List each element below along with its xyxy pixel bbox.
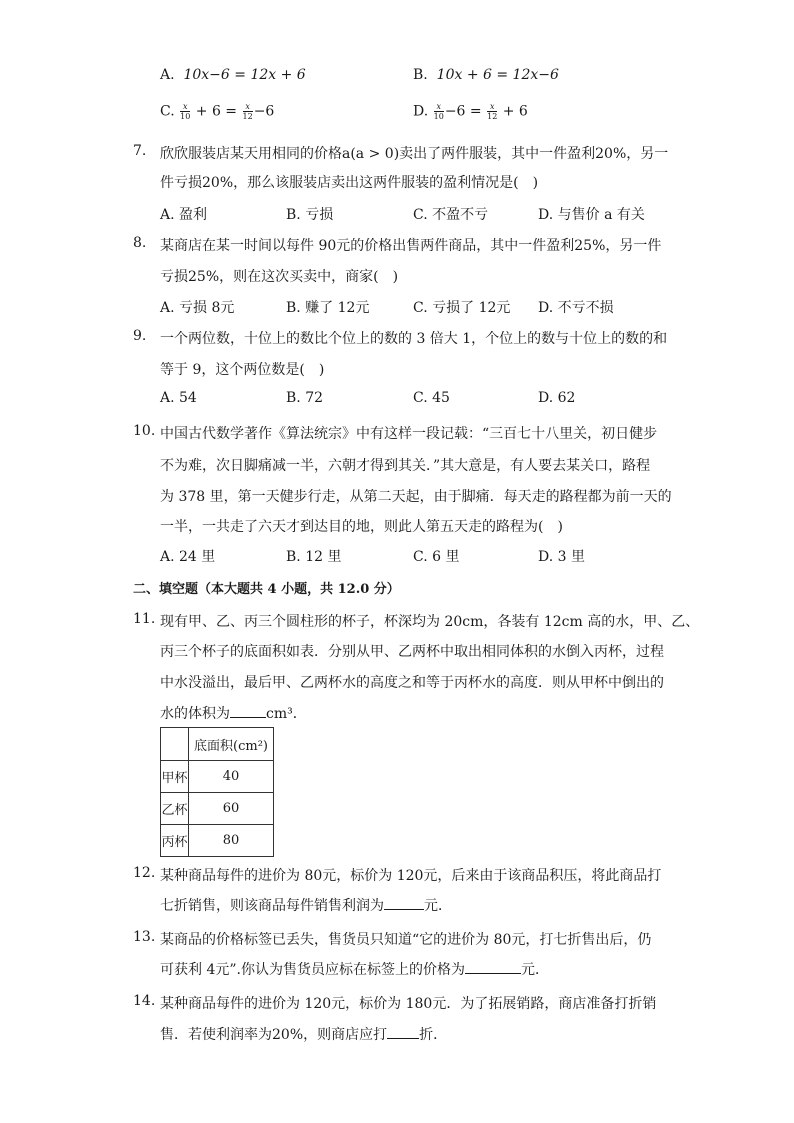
question-number: 8.: [133, 235, 147, 251]
q7-option-b: B. 亏损: [286, 207, 334, 223]
table-header-cell: 底面积(cm²): [189, 728, 274, 761]
option-expression: 10x + 6 = 12x−6: [436, 67, 559, 83]
q9-option-d: D. 62: [538, 390, 576, 406]
option-label: A.: [160, 67, 175, 83]
table-row: [161, 793, 274, 825]
q9-text-line: 等于 9，这个两位数是( ): [160, 362, 325, 378]
q6-option-d: [413, 102, 528, 121]
text-after-blank: cm³．: [266, 706, 307, 722]
table-cell-value: 80: [189, 825, 274, 857]
q10-option-b: B. 12 里: [286, 549, 342, 565]
q10-text-line: 不为难，次日脚痛减一半，六朝才得到其关．”其大意是，有人要去某关口，路程: [160, 458, 651, 474]
table-header-row: [161, 728, 274, 761]
q13-answer-line: [160, 959, 549, 979]
q8-option-d: D. 不亏不损: [538, 300, 614, 316]
table-cell-value: 60: [189, 793, 274, 825]
question-number: 7.: [133, 143, 147, 159]
text-after-blank: 元．: [520, 962, 549, 978]
q9-text-line: 一个两位数，十位上的数比个位上的数的 3 倍大 1，个位上的数与十位上的数的和: [160, 331, 668, 347]
q9-option-b: B. 72: [286, 390, 324, 406]
q7-option-a: A. 盈利: [160, 207, 208, 223]
q7-text-line: 件亏损20%，那么该服装店卖出这两件服装的盈利情况是( ): [160, 175, 539, 191]
q8-text-line: 某商店在某一时间以每件 90元的价格出售两件商品，其中一件盈利25%，另一件: [160, 238, 662, 254]
section-heading: 二、填空题（本大题共 4 小题，共 12.0 分）: [133, 582, 400, 597]
q12-text-line: 某种商品每件的进价为 80元，标价为 120元，后来由于该商品积压，将此商品打: [160, 868, 662, 884]
fraction-x-over-12: $\frac{x}{12}$: [242, 102, 253, 121]
option-label: B.: [413, 67, 428, 83]
q14-text-line: 某种商品每件的进价为 120元，标价为 180元．为了拓展销路，商店准备打折销: [160, 996, 657, 1012]
q11-text-line: 丙三个杯子的底面积如表．分别从甲、乙两杯中取出相同体积的水倒入丙杯，过程: [160, 644, 664, 660]
table-cell-value: 40: [189, 761, 274, 793]
answer-blank[interactable]: [465, 959, 521, 974]
table-row-label: 乙杯: [161, 793, 189, 825]
table-row: [161, 761, 274, 793]
question-number: 13.: [133, 929, 156, 945]
table-row: [161, 825, 274, 857]
q8-text-line: 亏损25%，则在这次买卖中，商家( ): [160, 269, 399, 285]
base-area-table: [160, 727, 274, 857]
q6-option-a: [160, 67, 306, 83]
q7-text-line: 欣欣服装店某天用相同的价格a(a > 0)卖出了两件服装，其中一件盈利20%，另一: [160, 146, 669, 162]
question-number: 10.: [133, 423, 156, 439]
text-before-blank: 可获利 4元”.你认为售货员应标在标签上的价格为: [160, 962, 465, 978]
option-label: C.: [160, 103, 175, 120]
answer-blank[interactable]: [230, 703, 266, 718]
q10-text-line: 一半，一共走了六天才到达目的地，则此人第五天走的路程为( ): [160, 519, 563, 535]
q9-option-c: C. 45: [413, 390, 450, 406]
text-before-blank: 售．若使利润率为20%，则商店应打: [160, 1027, 388, 1043]
q10-option-d: D. 3 里: [538, 549, 585, 565]
table-row-label: 甲杯: [161, 761, 189, 793]
q14-answer-line: [160, 1024, 447, 1044]
question-number: 12.: [133, 865, 156, 881]
text-after-blank: 元．: [424, 898, 452, 914]
q11-answer-line: [160, 703, 307, 723]
question-number: 11.: [133, 611, 156, 627]
q7-option-c: C. 不盈不亏: [413, 207, 489, 223]
q8-option-a: A. 亏损 8元: [160, 300, 235, 316]
fraction-x-over-10: $\frac{x}{10}$: [180, 102, 191, 121]
q10-option-a: A. 24 里: [160, 549, 216, 565]
q9-option-a: A. 54: [160, 390, 197, 406]
question-number: 14.: [133, 993, 156, 1009]
option-label: D.: [413, 103, 429, 120]
table-row-label: 丙杯: [161, 825, 189, 857]
expression-part: + 6: [502, 103, 528, 120]
answer-blank[interactable]: [384, 895, 424, 910]
expression-part: −6 =: [444, 103, 482, 120]
answer-blank[interactable]: [387, 1024, 419, 1039]
q12-answer-line: [160, 895, 452, 915]
q10-option-c: C. 6 里: [413, 549, 460, 565]
q7-option-d: D. 与售价 a 有关: [538, 207, 645, 223]
q8-option-b: B. 赚了 12元: [286, 300, 370, 316]
fraction-x-over-12: $\frac{x}{12}$: [487, 102, 498, 121]
expression-part: −6: [253, 103, 275, 120]
q11-text-line: 中水没溢出，最后甲、乙两杯水的高度之和等于丙杯水的高度．则从甲杯中倒出的: [160, 675, 664, 691]
text-before-blank: 水的体积为: [160, 706, 230, 722]
q11-text-line: 现有甲、乙、丙三个圆柱形的杯子，杯深均为 20cm，各装有 12cm 高的水，甲、乙、: [160, 614, 700, 630]
text-after-blank: 折．: [419, 1027, 448, 1043]
expression-part: + 6 =: [195, 103, 238, 120]
table-corner-cell: [161, 728, 189, 761]
q8-option-c: C. 亏损了 12元: [413, 300, 511, 316]
q10-text-line: 中国古代数学著作《算法统宗》中有这样一段记载：“三百七十八里关，初日健步: [160, 426, 658, 442]
q6-option-b: [413, 67, 559, 83]
q6-option-c: [160, 102, 274, 121]
fraction-x-over-10: $\frac{x}{10}$: [433, 102, 444, 121]
question-number: 9.: [133, 328, 147, 344]
option-expression: 10x−6 = 12x + 6: [183, 67, 306, 83]
text-before-blank: 七折销售，则该商品每件销售利润为: [160, 898, 384, 914]
q13-text-line: 某商品的价格标签已丢失，售货员只知道“它的进价为 80元，打七折售出后，仍: [160, 932, 652, 948]
q10-text-line: 为 378 里，第一天健步行走，从第二天起，由于脚痛．每天走的路程都为前一天的: [160, 489, 672, 505]
